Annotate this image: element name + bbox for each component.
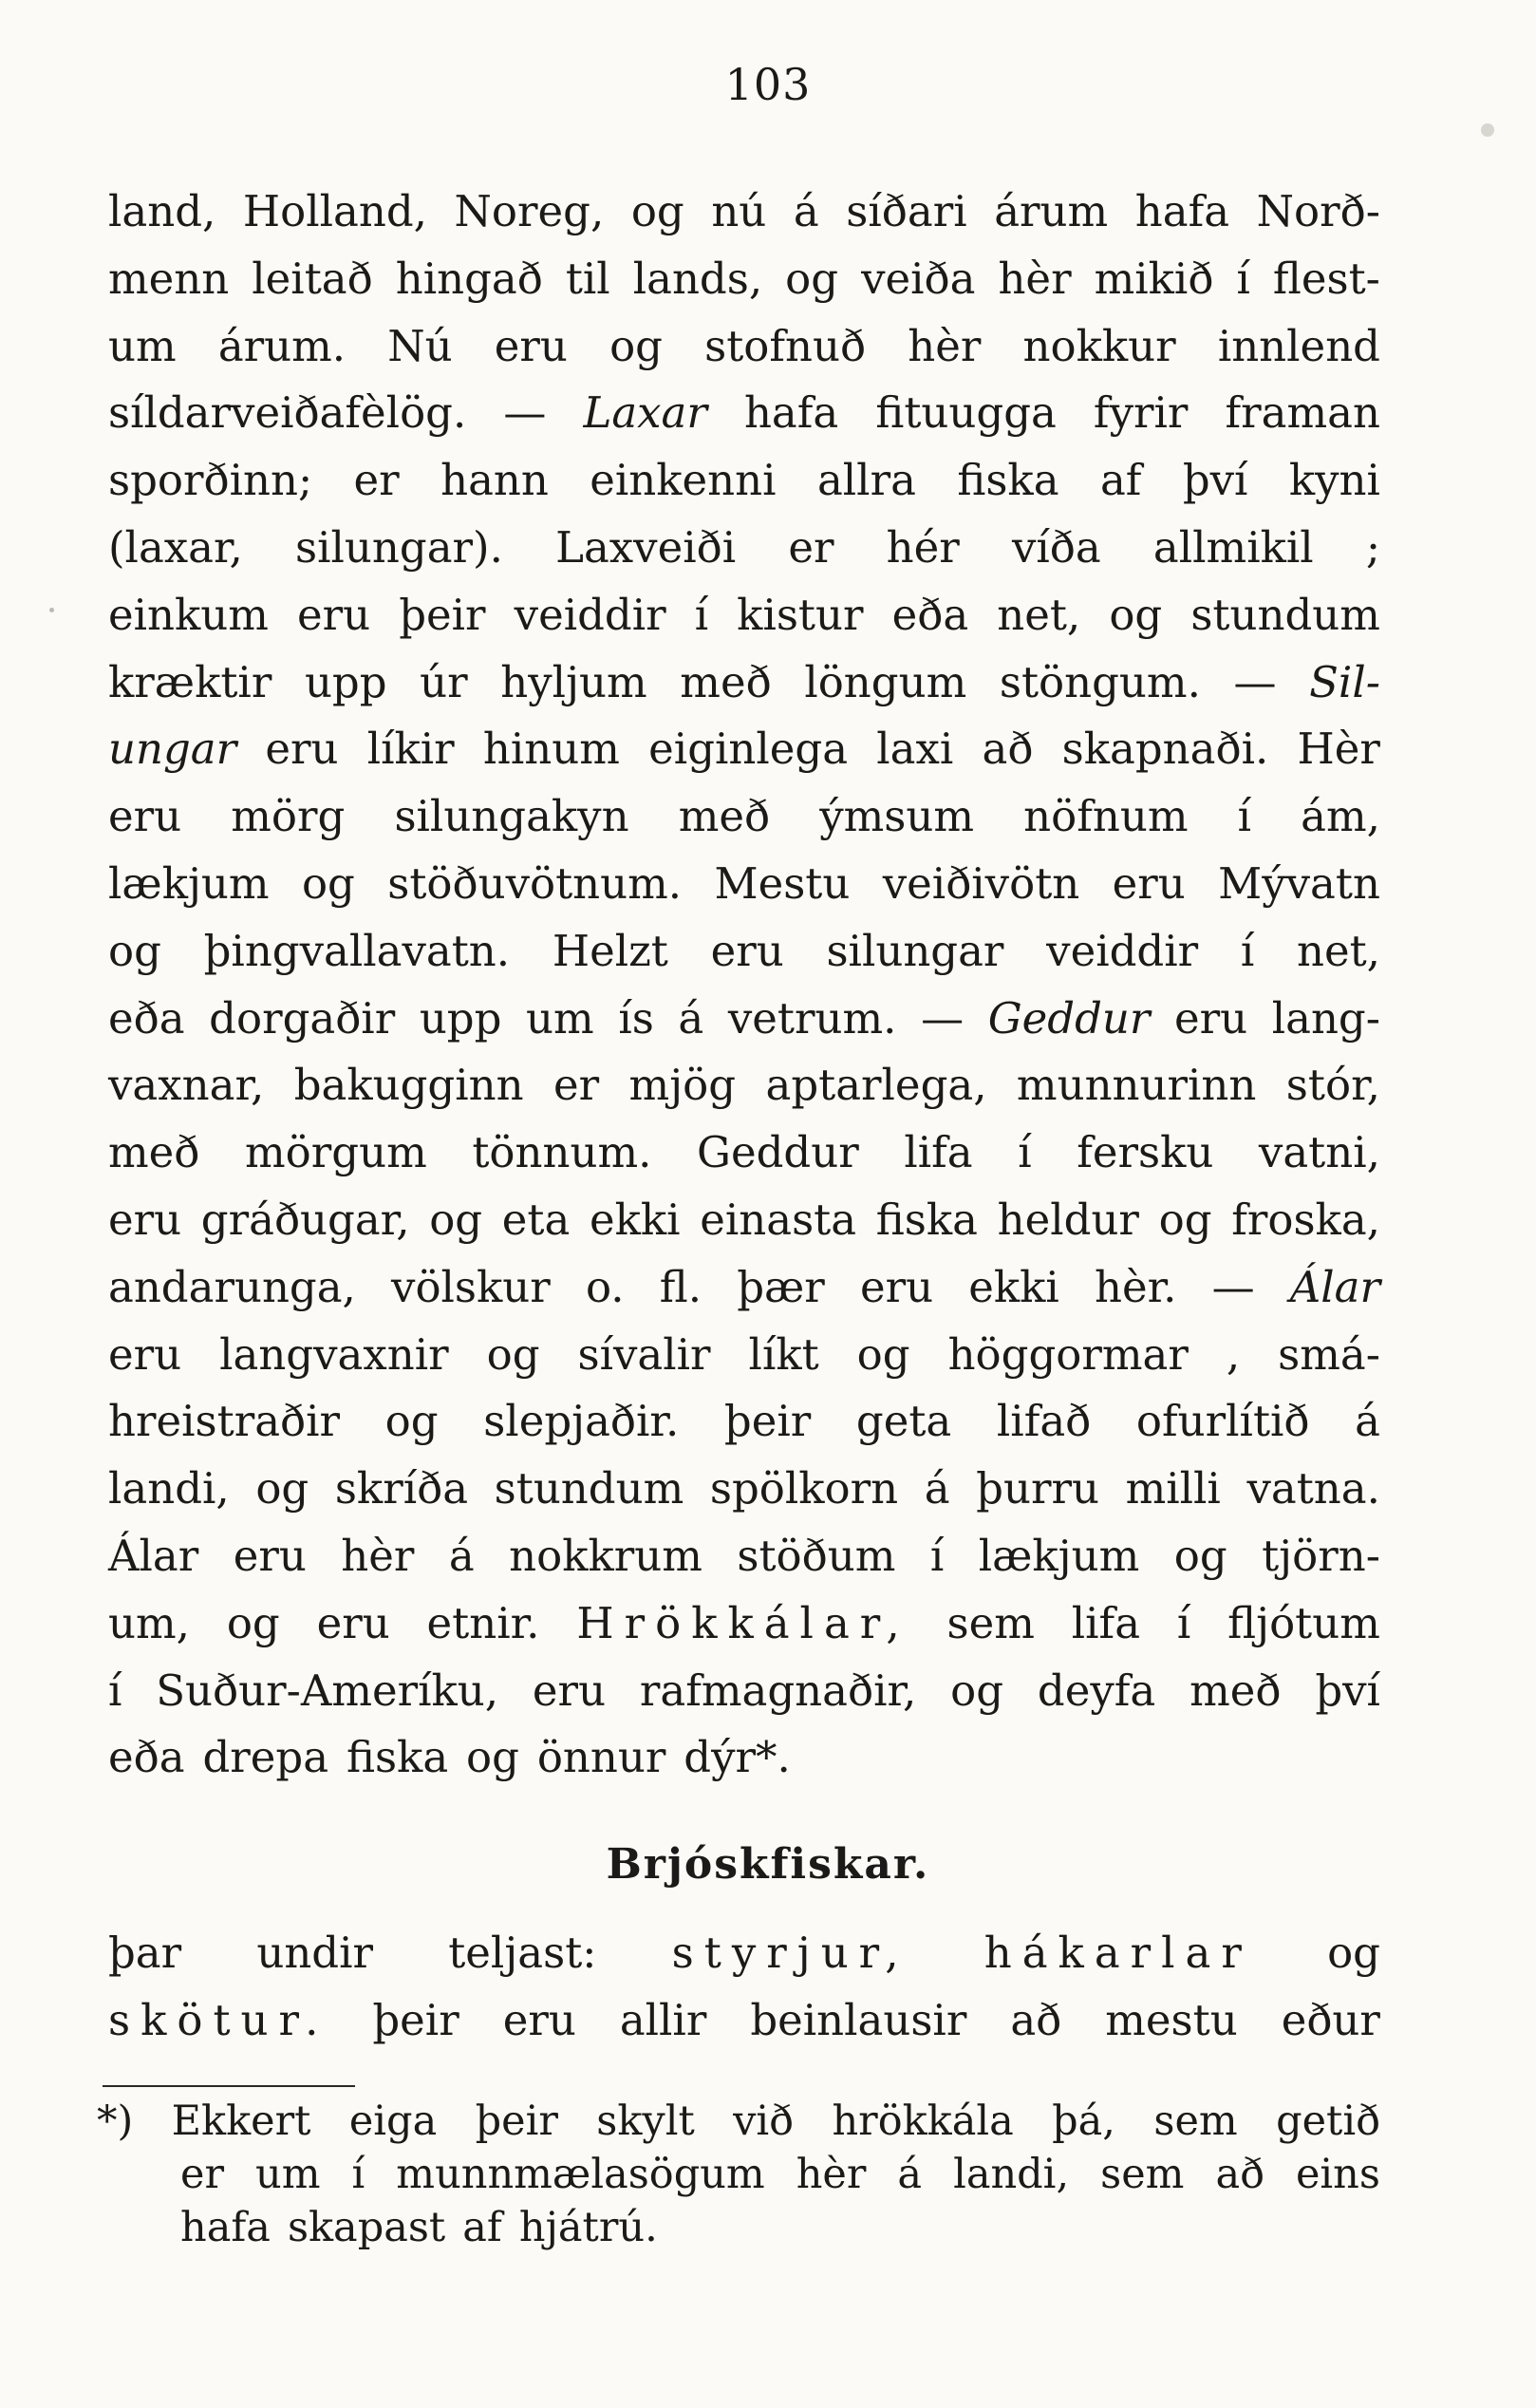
word: nokkur (1022, 320, 1176, 371)
word: og (1109, 589, 1163, 640)
word: ekki (968, 1261, 1059, 1312)
word: er (180, 2151, 225, 2198)
word: dorgaðir (209, 992, 396, 1044)
word: Mývatn (1218, 857, 1380, 909)
word: eru (1112, 857, 1186, 909)
word: þingvallavatn. (203, 925, 511, 976)
word: og (429, 1194, 483, 1245)
word: eru (859, 1261, 934, 1312)
word: mjög (628, 1060, 737, 1111)
word: innlend (1217, 320, 1380, 371)
word: mikið (1094, 253, 1214, 304)
word: eiginlega (648, 724, 849, 775)
word: deyfa (1037, 1665, 1156, 1716)
word: eru (108, 791, 182, 842)
word: víða (1011, 521, 1101, 573)
word: einasta (700, 1194, 857, 1245)
word: ofurlítið (1135, 1396, 1310, 1447)
word: ýmsum (819, 791, 975, 842)
word: eða (891, 589, 969, 640)
word: Holland, (242, 186, 427, 236)
word: fiska (875, 1194, 978, 1245)
word: eins (1295, 2151, 1380, 2198)
word: og (384, 1396, 439, 1447)
word: í (1237, 791, 1252, 842)
word: úr (420, 656, 468, 707)
text-line (108, 179, 1380, 246)
word: Laxar (583, 387, 707, 439)
word: hákarlar (983, 1928, 1252, 1978)
word: Laxveiði (555, 521, 737, 573)
word: hèr (341, 1530, 415, 1581)
text-line (108, 313, 1380, 381)
word: sem (1153, 2098, 1238, 2145)
text-line (108, 918, 1380, 986)
word: síldarveiðafèlög. (108, 387, 467, 439)
word: þeir (399, 589, 486, 640)
word: eru (494, 320, 568, 371)
word: þær (737, 1261, 825, 1312)
word: lifa (1071, 1597, 1141, 1648)
word: er (788, 521, 834, 573)
word: stór, (1285, 1060, 1380, 1111)
word: milli (1125, 1463, 1221, 1514)
word: í (108, 1665, 122, 1716)
word: og (785, 253, 839, 304)
word: og (301, 857, 355, 909)
word: ; (1365, 521, 1380, 573)
word: hafa (180, 2204, 271, 2251)
word: fituugga (875, 387, 1057, 439)
word: , (1226, 1328, 1241, 1380)
word: vaxnar, (108, 1060, 265, 1111)
word: með (680, 656, 772, 707)
word: árum. (217, 320, 347, 371)
section-text (108, 1920, 1380, 2055)
word: nokkrum (509, 1530, 702, 1581)
word: einkenni (590, 455, 777, 506)
word: og (630, 186, 684, 236)
word: lifað (996, 1396, 1092, 1447)
word: (laxar, (108, 521, 243, 573)
text-line (108, 1322, 1380, 1389)
word: Álar (1289, 1261, 1380, 1312)
text-line (108, 515, 1380, 582)
word: hèr (998, 253, 1072, 304)
text-line (108, 1119, 1380, 1187)
word: stöngum. (999, 656, 1201, 707)
word: síðari (846, 186, 967, 236)
text-line (108, 716, 1380, 783)
word: eru (316, 1597, 390, 1648)
text-line (108, 1590, 1380, 1658)
word: aptarlega, (765, 1060, 987, 1111)
word: hafa (743, 387, 839, 439)
word: löngum (804, 656, 967, 707)
word: eru (297, 589, 371, 640)
word: lang- (1271, 992, 1380, 1044)
word: skylt (596, 2098, 695, 2145)
word: veiðivötn (882, 857, 1080, 909)
word: tjörn- (1262, 1530, 1380, 1581)
word: lifa (904, 1127, 973, 1178)
word: allra (816, 455, 916, 506)
text-line (108, 1658, 1380, 1725)
word: bakugginn (293, 1060, 524, 1111)
word: net, (997, 589, 1081, 640)
word: á (793, 186, 819, 236)
word: fersku (1077, 1127, 1214, 1178)
word: eru (1174, 992, 1248, 1044)
word: með (1189, 1665, 1282, 1716)
word: þeir (475, 2098, 558, 2145)
word: nú (711, 186, 767, 236)
word: Norð- (1256, 186, 1380, 236)
word: þeir (372, 1994, 459, 2045)
word: er (553, 1060, 600, 1111)
text-line (108, 447, 1380, 515)
section-heading: Brjóskfiskar. (606, 1840, 930, 1889)
word: Ekkert (171, 2098, 311, 2145)
word: lækjum (108, 857, 270, 909)
word: af (462, 2204, 502, 2251)
word: Noreg, (454, 186, 605, 236)
word: önnur (536, 1732, 666, 1783)
word: um (526, 992, 594, 1044)
word: og (1327, 1928, 1380, 1978)
word: hèr (908, 320, 982, 371)
word: lækjum (978, 1530, 1140, 1581)
word: á (448, 1530, 475, 1581)
word: — (921, 992, 965, 1044)
text-line (108, 1254, 1380, 1322)
word: og (1158, 1194, 1212, 1245)
word: landi, (953, 2151, 1070, 2198)
text-line (108, 1456, 1380, 1523)
word: líkir (366, 724, 455, 775)
word: fiska (957, 455, 1059, 506)
word: smá- (1278, 1328, 1380, 1380)
word: kræktir (108, 656, 272, 707)
word: ungar (108, 724, 237, 775)
word: í (929, 1530, 945, 1581)
word: að (1215, 2151, 1264, 2198)
word: Geddur (987, 992, 1151, 1044)
word: munnurinn (1016, 1060, 1257, 1111)
word: stofnuð (704, 320, 867, 371)
word: getið (1276, 2098, 1380, 2145)
text-line (108, 986, 1380, 1053)
word: flest- (1272, 253, 1380, 304)
word: mestu (1105, 1994, 1238, 2045)
word: landi, (108, 1463, 230, 1514)
text-line (97, 2201, 1380, 2254)
word: net, (1296, 925, 1380, 976)
word: fljótum (1227, 1597, 1380, 1648)
word: o. (585, 1261, 625, 1312)
word: andarunga, (108, 1261, 356, 1312)
page-number: 103 (724, 59, 812, 110)
word: *) (97, 2098, 134, 2145)
paper-speck (49, 608, 54, 612)
word: og (486, 1328, 540, 1380)
word: stundum (494, 1463, 684, 1514)
text-line (108, 1523, 1380, 1590)
word: Helzt (552, 925, 668, 976)
word: og (466, 1732, 519, 1783)
paper-speck (1481, 123, 1494, 137)
word: eru (108, 1194, 182, 1245)
word: fyrir (1093, 387, 1189, 439)
word: eru (108, 1328, 182, 1380)
word: sem (946, 1597, 1035, 1648)
word: og (609, 320, 663, 371)
word: eta (501, 1194, 571, 1245)
word: styrjur, (671, 1928, 909, 1978)
word: í (1018, 1127, 1032, 1178)
word: eður (1281, 1994, 1380, 2045)
word: eru (710, 925, 784, 976)
word: með (108, 1127, 200, 1178)
word: því (1315, 1665, 1380, 1716)
text-line (108, 246, 1380, 313)
word: eru (265, 724, 339, 775)
word: því (1182, 455, 1248, 506)
word: og (856, 1328, 910, 1380)
word: menn (108, 253, 230, 304)
text-line (108, 1388, 1380, 1456)
word: mörgum (245, 1127, 427, 1178)
word: dýr*. (684, 1732, 791, 1783)
word: eða (108, 1732, 185, 1783)
word: eða (108, 992, 185, 1044)
text-line (108, 649, 1380, 717)
word: hyljum (500, 656, 647, 707)
word: í (351, 2151, 365, 2198)
word: líkt (748, 1328, 819, 1380)
word: þeir (723, 1396, 812, 1447)
word: í (1236, 253, 1250, 304)
word: upp (419, 992, 502, 1044)
word: skríða (334, 1463, 469, 1514)
word: við (733, 2098, 795, 2145)
body-text (108, 179, 1380, 1792)
word: sem (1100, 2151, 1185, 2198)
word: Sil- (1309, 656, 1380, 707)
text-line (108, 582, 1380, 649)
word: árum (994, 186, 1109, 236)
word: um (108, 320, 177, 371)
word: og (1173, 1530, 1227, 1581)
word: veiddir (514, 589, 666, 640)
word: hinum (482, 724, 620, 775)
word: allmikil (1152, 521, 1314, 573)
word: sívalir (577, 1328, 711, 1380)
word: munnmælasögum (396, 2151, 765, 2198)
word: stundum (1190, 589, 1380, 640)
word: sporðinn; (108, 455, 313, 506)
word: hèr. (1094, 1261, 1177, 1312)
word: geta (855, 1396, 952, 1447)
word: — (1233, 656, 1277, 707)
footnote-rule (103, 2085, 355, 2087)
word: silungar (826, 925, 1004, 976)
word: Suður-Ameríku, (156, 1665, 499, 1716)
word: Nú (387, 320, 453, 371)
word: veiða (861, 253, 976, 304)
word: hèr (796, 2151, 867, 2198)
word: þurru (976, 1463, 1099, 1514)
word: í (1240, 925, 1255, 976)
word: nöfnum (1023, 791, 1189, 842)
word: — (503, 387, 547, 439)
word: gráðugar, (200, 1194, 410, 1245)
word: eru (233, 1530, 307, 1581)
word: völskur (391, 1261, 551, 1312)
word: Álar (108, 1530, 199, 1581)
word: land, (108, 186, 216, 236)
word: spölkorn (709, 1463, 899, 1514)
word: upp (304, 656, 387, 707)
word: langvaxnir (219, 1328, 449, 1380)
word: heldur (997, 1194, 1139, 1245)
word: og (226, 1597, 280, 1648)
word: etnir. (426, 1597, 540, 1648)
word: eiga (348, 2098, 438, 2145)
word: á (678, 992, 704, 1044)
word: og (108, 925, 161, 976)
text-line (108, 380, 1380, 447)
word: að (1010, 1994, 1062, 2045)
word: allir (619, 1994, 707, 2045)
word: í (694, 589, 709, 640)
text-line (108, 1187, 1380, 1254)
word: að (982, 724, 1034, 775)
word: lands, (632, 253, 763, 304)
word: drepa (202, 1732, 329, 1783)
word: Hrökkálar, (576, 1597, 910, 1648)
word: eru (502, 1994, 576, 2045)
word: framan (1225, 387, 1380, 439)
word: einkum (108, 589, 269, 640)
word: silungar). (295, 521, 503, 573)
footnote (97, 2095, 1380, 2254)
text-line (108, 1920, 1380, 1987)
word: skapnaði. (1061, 724, 1269, 775)
word: slepjaðir. (483, 1396, 680, 1447)
word: eru (532, 1665, 607, 1716)
word: hafa (1134, 186, 1230, 236)
word: um (255, 2151, 321, 2198)
word: hrökkála (832, 2098, 1014, 2145)
word: á (924, 1463, 950, 1514)
word: og (950, 1665, 1004, 1716)
word: ám, (1301, 791, 1380, 842)
word: til (565, 253, 610, 304)
word: Mestu (714, 857, 851, 909)
text-line (97, 2148, 1380, 2201)
word: veiddir (1046, 925, 1199, 976)
word: þar (108, 1928, 182, 1978)
word: stöðum (737, 1530, 896, 1581)
word: fl. (659, 1261, 702, 1312)
word: undir (256, 1928, 374, 1978)
word: skötur. (108, 1994, 329, 2045)
word: tönnum. (472, 1127, 652, 1178)
text-line (108, 1724, 1380, 1792)
word: rafmagnaðir, (639, 1665, 917, 1716)
word: silungakyn (394, 791, 629, 842)
word: hingað (395, 253, 543, 304)
word: skapast (287, 2204, 446, 2251)
word: mörg (231, 791, 346, 842)
word: — (1211, 1261, 1255, 1312)
word: beinlausir (750, 1994, 967, 2045)
word: fiska (346, 1732, 449, 1783)
text-line (108, 851, 1380, 918)
word: leitað (252, 253, 373, 304)
word: hjátrú. (518, 2204, 658, 2251)
word: Geddur (697, 1127, 859, 1178)
word: og (255, 1463, 309, 1514)
word: hér (886, 521, 960, 573)
word: höggormar (947, 1328, 1189, 1380)
word: stöðuvötnum. (387, 857, 683, 909)
word: þá, (1052, 2098, 1115, 2145)
word: með (678, 791, 771, 842)
word: hann (440, 455, 549, 506)
word: vatni, (1258, 1127, 1380, 1178)
word: froska, (1231, 1194, 1380, 1245)
word: teljast: (448, 1928, 597, 1978)
word: ís (618, 992, 654, 1044)
word: Hèr (1297, 724, 1380, 775)
word: er (353, 455, 400, 506)
text-line (97, 2095, 1380, 2148)
word: um, (108, 1597, 190, 1648)
word: á (1355, 1396, 1380, 1447)
word: á (897, 2151, 923, 2198)
word: af (1099, 455, 1142, 506)
text-line (108, 783, 1380, 851)
text-line (108, 1987, 1380, 2055)
word: ekki (590, 1194, 681, 1245)
word: vatna. (1246, 1463, 1380, 1514)
word: kistur (737, 589, 864, 640)
word: hreistraðir (108, 1396, 341, 1447)
text-line (108, 1052, 1380, 1119)
word: kyni (1288, 455, 1380, 506)
word: vetrum. (727, 992, 897, 1044)
word: í (1176, 1597, 1191, 1648)
word: laxi (876, 724, 954, 775)
